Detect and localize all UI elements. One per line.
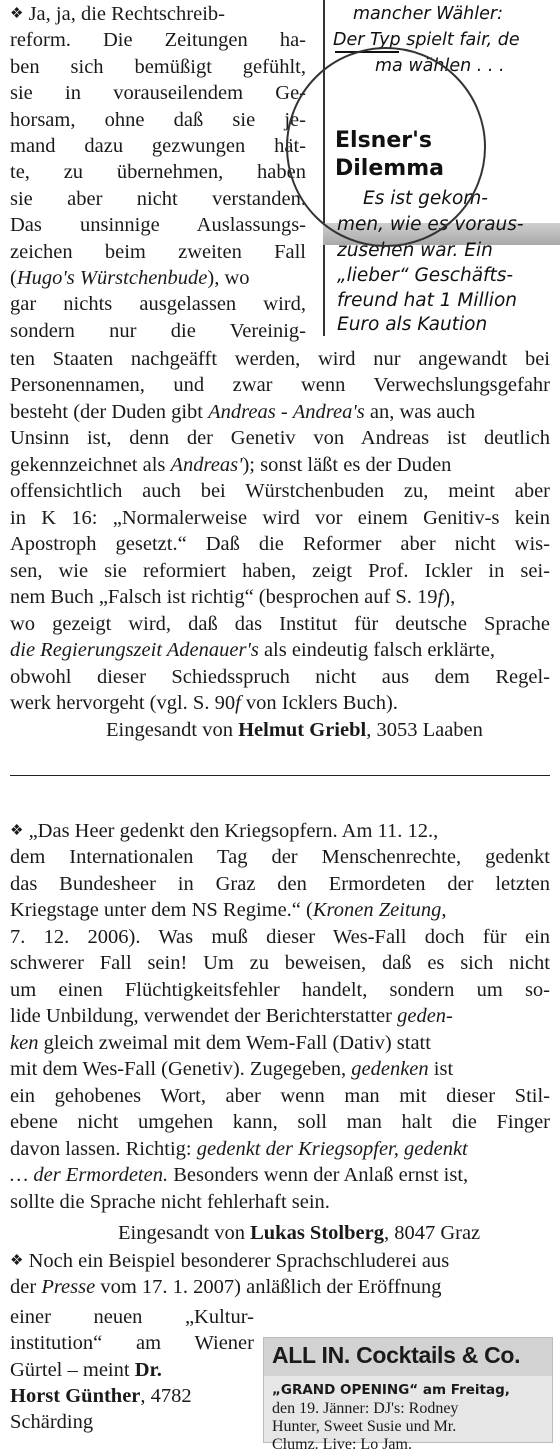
text-line: schwerer Fall sein! Um zu beweisen, daß es sich nicht	[10, 952, 550, 974]
clip-text: „GRAND OPENING“ am Freitag,	[272, 1382, 510, 1398]
clip-headline: ALL IN. Cocktails & Co.	[272, 1342, 521, 1368]
sender-line: Eingesandt von Lukas Stolberg, 8047 Graz	[118, 1222, 481, 1244]
text-line: werk hervorgeht (vgl. S. 90f von Icklers Buch).	[10, 692, 398, 714]
text-line: ❖ „Das Heer gedenkt den Kriegsopfern. Am 11. 12.,	[10, 820, 439, 842]
clip-headline: Elsner's	[335, 128, 432, 153]
clip-text: „lieber“ Geschäfts-	[337, 265, 514, 286]
diamond-bullet-icon: ❖	[10, 823, 24, 839]
clip-text: freund hat 1 Million	[337, 290, 517, 311]
text-line: die Regierungszeit Adenauer's als eindeutig falsch erklärte,	[10, 639, 496, 661]
sender-name: Horst Günther	[10, 1385, 141, 1407]
text-line: ebene nicht umgehen kann, soll man halt die Finger	[10, 1111, 550, 1133]
text-line: reform. Die Zeitungen ha-	[10, 29, 306, 51]
text-line: einer neuen „Kultur-	[10, 1306, 254, 1328]
diamond-bullet-icon: ❖	[10, 1253, 24, 1269]
clip-text: men, wie es voraus-	[337, 214, 524, 235]
clip-text: Hunter, Sweet Susie und Mr.	[272, 1418, 457, 1435]
text-line: dem Internationalen Tag der Menschenrechte, gedenkt	[10, 846, 550, 868]
newspaper-clipping-2	[263, 1337, 553, 1453]
text-line: Kriegstage unter dem NS Regime.“ (Kronen Zeitung,	[10, 899, 447, 921]
text-line: lide Unbildung, verwendet der Berichterstatter geden-	[10, 1005, 453, 1027]
text-line: um einen Flüchtigkeitsfehler handelt, sondern um so-	[10, 979, 550, 1001]
magnifier-circle	[286, 47, 486, 247]
text-line: mit dem Wes-Fall (Genetiv). Zugegeben, gedenken ist	[10, 1058, 454, 1080]
clip-text: Es ist gekom-	[363, 188, 488, 209]
text-line: sie in vorauseilendem Ge-	[10, 82, 306, 104]
text-line: Apostroph gesetzt.“ Daß die Reformer aber nicht wis-	[10, 533, 550, 555]
text-line: ❖ Noch ein Beispiel besonderer Sprachschluderei aus	[10, 1250, 450, 1272]
section-divider	[10, 775, 550, 776]
sender-name: Helmut Griebl	[238, 719, 367, 741]
clip-text: Euro als Kaution	[337, 314, 488, 335]
text-line: nem Buch „Falsch ist richtig“ (besprochen auf S. 19f),	[10, 586, 456, 608]
text-line: gekennzeichnet als Andreas'); sonst läßt es der Duden	[10, 454, 452, 476]
clip-text: mancher Wähler:	[353, 4, 503, 24]
text-line: obwohl dieser Schiedsspruch nicht aus dem Regel-	[10, 666, 550, 688]
text-line: … der Ermordeten. Besonders wenn der Anlaß ernst ist,	[10, 1164, 469, 1186]
sender-name: Lukas Stolberg	[250, 1222, 384, 1244]
text-line: Gürtel – meint Dr.	[10, 1359, 162, 1381]
text-line: davon lassen. Richtig: gedenkt der Kriegsopfer, gedenkt	[10, 1138, 468, 1160]
text-line: (Hugo's Würstchenbude), wo	[10, 267, 250, 289]
sender-line: Eingesandt von Helmut Griebl, 3053 Laaben	[106, 719, 483, 741]
text-line: ben sich bemüßigt gefühlt,	[10, 56, 306, 78]
text-line: mand dazu gezwungen hät-	[10, 135, 306, 157]
text-line: horsam, ohne daß sie je-	[10, 109, 306, 131]
text-line: Das unsinnige Auslassungs-	[10, 214, 306, 236]
text-line: sen, wie sie reformiert haben, zeigt Prof. Ickler in sei-	[10, 560, 550, 582]
text-line: der Presse vom 17. 1. 2007) anläßlich der Eröffnung	[10, 1276, 442, 1298]
text-line: Personennamen, und zwar wenn Verwechslungsgefahr	[10, 374, 550, 396]
clip-headline: Dilemma	[335, 156, 444, 181]
text-line: te, zu übernehmen, haben	[10, 161, 306, 183]
text-line: Schärding	[10, 1411, 94, 1433]
text-line: Unsinn ist, denn der Genetiv von Andreas ist deutlich	[10, 427, 550, 449]
text-line: Horst Günther, 4782	[10, 1385, 192, 1407]
text-line: offensichtlich auch bei Würstchenbuden zu, meint aber	[10, 480, 550, 502]
text-line: das Bundesheer in Graz den Ermordeten der letzten	[10, 873, 550, 895]
text-line: sollte die Sprache nicht fehlerhaft sein.	[10, 1191, 330, 1213]
text-line: in K 16: „Normalerweise wird vor einem Genitiv-s kein	[10, 507, 550, 529]
text-line: zeichen beim zweiten Fall	[10, 241, 306, 263]
text-line: wo gezeigt wird, daß das Institut für deutsche Sprache	[10, 613, 550, 635]
text-line: ten Staaten nachgeäfft werden, wird nur angewandt bei	[10, 348, 550, 370]
text-line: institution“ am Wiener	[10, 1332, 254, 1354]
clip-text: den 19. Jänner: DJ's: Rodney	[272, 1400, 459, 1417]
clip-text: zusehen war. Ein	[337, 240, 493, 261]
text-line: sondern nur die Vereinig-	[10, 320, 306, 342]
diamond-bullet-icon: ❖	[10, 6, 24, 22]
text-line: ken gleich zweimal mit dem Wem-Fall (Dativ) statt	[10, 1032, 431, 1054]
clip-text: Der Typ spielt fair, de	[333, 30, 520, 50]
text-line: gar nichts ausgelassen wird,	[10, 293, 306, 315]
text-line: besteht (der Duden gibt Andreas - Andrea's an, was auch	[10, 401, 476, 423]
clip-text: Clumz. Live: Lo Jam.	[272, 1436, 412, 1453]
text-line: 7. 12. 2006). Was muß dieser Wes-Fall doch für ein	[10, 926, 550, 948]
text-line: sie aber nicht verstanden.	[10, 188, 306, 210]
text-line: ❖ Ja, ja, die Rechtschreib-	[10, 3, 225, 25]
text-line: ein gehobenes Wort, aber wenn man mit dieser Stil-	[10, 1085, 550, 1107]
clip-text: ma wählen . . .	[375, 56, 505, 76]
